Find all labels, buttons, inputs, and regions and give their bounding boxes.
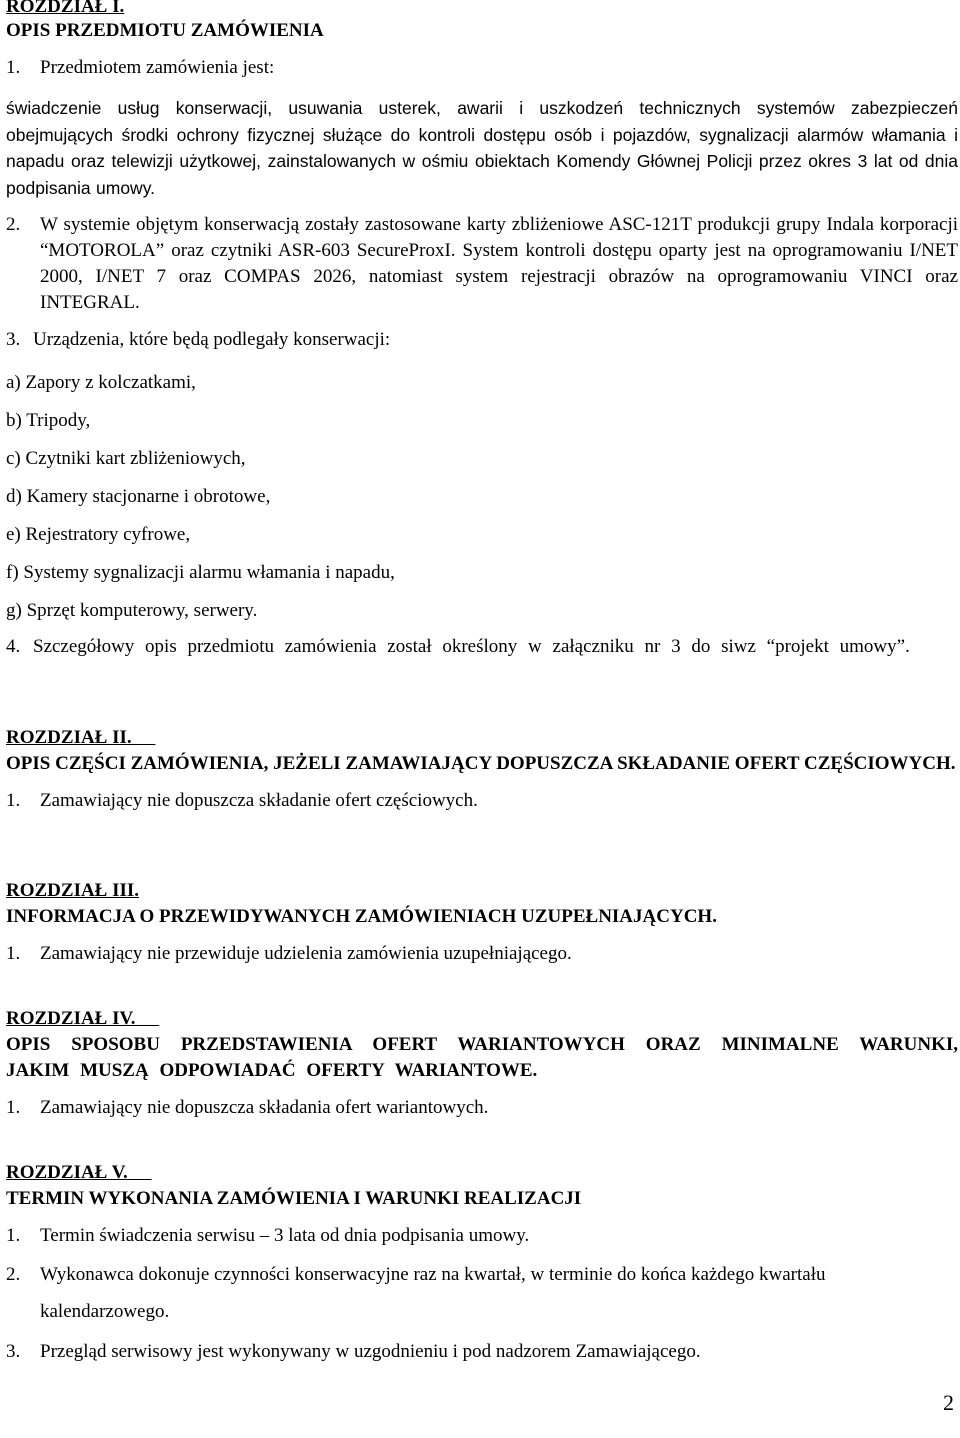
chapter-5-point-1	[6, 1223, 958, 1249]
chapter-1	[6, 0, 958, 660]
point-text: Przedmiotem zamówienia jest:	[40, 57, 275, 78]
chapter-4-subtitle: OPIS SPOSOBU PRZEDSTAWIENIA OFERT WARIANTOWYCH ORAZ MINIMALNE WARUNKI, JAKIM MUSZĄ ODPOWIADAĆ OFERTY WARIANTOWE.	[6, 1034, 958, 1081]
point-number: 1.	[6, 1097, 21, 1118]
point-number: 3.	[6, 329, 21, 350]
chapter-5	[6, 1160, 958, 1365]
chapter-1-subtitle: OPIS PRZEDMIOTU ZAMÓWIENIA	[6, 20, 324, 41]
point-number: 2.	[6, 214, 21, 235]
chapter-2-point-1	[6, 788, 958, 814]
chapter-3	[6, 878, 958, 967]
chapter-5-point-3	[6, 1339, 958, 1365]
chapter-4-title: ROZDZIAŁ IV.	[6, 1008, 136, 1029]
point-text: Urządzenia, które będą podlegały konserwacji:	[33, 329, 391, 350]
chapter-4	[6, 1006, 958, 1121]
device-list	[6, 364, 958, 630]
list-item: d) Kamery stacjonarne i obrotowe,	[6, 486, 271, 507]
page-number: 2	[943, 1390, 954, 1415]
chapter-2	[6, 725, 958, 814]
chapter-1-point-4	[6, 634, 958, 660]
list-item: b) Tripody,	[6, 410, 91, 431]
point-text: Przegląd serwisowy jest wykonywany w uzgodnieniu i pod nadzorem Zamawiającego.	[40, 1341, 701, 1362]
chapter-2-title: ROZDZIAŁ II.	[6, 727, 132, 748]
chapter-4-point-1	[6, 1095, 958, 1121]
list-item: f) Systemy sygnalizacji alarmu włamania i napadu,	[6, 562, 395, 583]
chapter-1-point-1	[6, 55, 958, 81]
chapter-5-title: ROZDZIAŁ V.	[6, 1162, 128, 1183]
chapter-3-title: ROZDZIAŁ III.	[6, 880, 140, 901]
chapter-1-point-2	[6, 212, 958, 316]
point-text: Wykonawca dokonuje czynności konserwacyjne raz na kwartał, w terminie do końca każdego kwartału kalendarzowego.	[40, 1264, 826, 1322]
point-number: 4.	[6, 636, 21, 657]
chapter-1-point-3	[6, 327, 958, 353]
chapter-1-title: ROZDZIAŁ I.	[6, 0, 125, 17]
point-text: Szczegółowy opis przedmiotu zamówienia został określony w załączniku nr 3 do siwz “projekt umowy”.	[33, 636, 910, 657]
point-number: 1.	[6, 943, 21, 964]
chapter-1-point-1-body: świadczenie usług konserwacji, usuwania usterek, awarii i uszkodzeń technicznych systemów zabezpieczeń obejmujących środki ochrony fizycznej służące do kontroli dostępu osób i pojazdów, sygnalizacji alarmów włamania i napadu oraz telewizji użytkowej, zainstalowanych w ośmiu obiektach Komendy Głównej Policji przez okres 3 lat od dnia podpisania umowy.	[6, 98, 958, 198]
point-text: Termin świadczenia serwisu – 3 lata od dnia podpisania umowy.	[40, 1225, 530, 1246]
point-number: 1.	[6, 790, 21, 811]
chapter-5-point-2	[6, 1262, 958, 1330]
chapter-3-point-1	[6, 941, 958, 967]
list-item: g) Sprzęt komputerowy, serwery.	[6, 600, 258, 621]
point-number: 2.	[6, 1264, 21, 1285]
list-item: c) Czytniki kart zbliżeniowych,	[6, 448, 246, 469]
point-number: 3.	[6, 1341, 21, 1362]
list-item: e) Rejestratory cyfrowe,	[6, 524, 191, 545]
list-item: a) Zapory z kolczatkami,	[6, 372, 196, 393]
point-number: 1.	[6, 57, 21, 78]
point-text: W systemie objętym konserwacją zostały zastosowane karty zbliżeniowe ASC-121T produkcji grupy Indala korporacji “MOTOROLA” oraz czytniki ASR-603 SecureProxI. System kontroli dostępu oparty jest na oprogramowaniu I/NET 2000, I/NET 7 oraz COMPAS 2026, natomiast system rejestracji obrazów na oprogramowaniu VINCI oraz INTEGRAL.	[40, 214, 958, 313]
chapter-3-subtitle: INFORMACJA O PRZEWIDYWANYCH ZAMÓWIENIACH UZUPEŁNIAJĄCYCH.	[6, 906, 717, 927]
point-text: Zamawiający nie dopuszcza składania ofert wariantowych.	[40, 1097, 489, 1118]
chapter-2-subtitle: OPIS CZĘŚCI ZAMÓWIENIA, JEŻELI ZAMAWIAJĄCY DOPUSZCZA SKŁADANIE OFERT CZĘŚCIOWYCH.	[6, 753, 956, 774]
point-number: 1.	[6, 1225, 21, 1246]
point-text: Zamawiający nie przewiduje udzielenia zamówienia uzupełniającego.	[40, 943, 572, 964]
point-text: Zamawiający nie dopuszcza składanie ofert częściowych.	[40, 790, 478, 811]
chapter-5-subtitle: TERMIN WYKONANIA ZAMÓWIENIA I WARUNKI REALIZACJI	[6, 1188, 582, 1209]
